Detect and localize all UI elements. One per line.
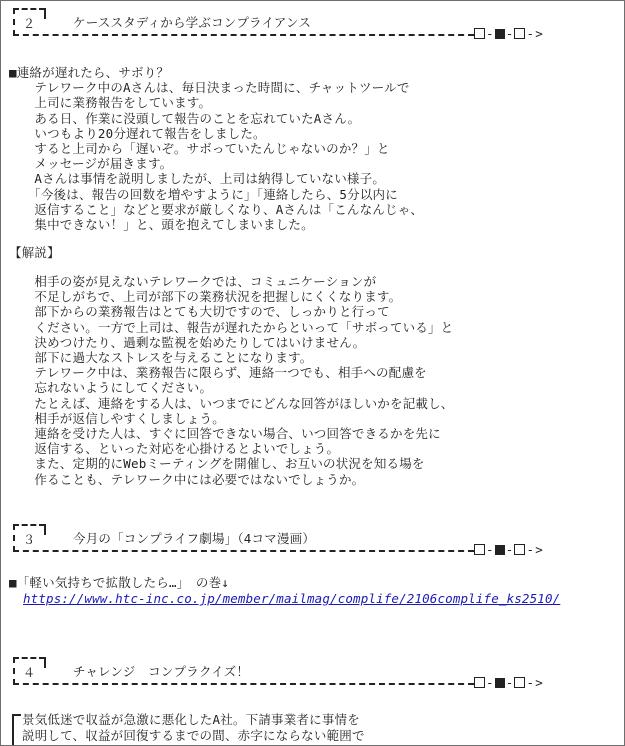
text-line: 部下に過大なストレスを与えることになります。 xyxy=(9,350,313,366)
arrow-right-icon: > xyxy=(535,675,543,690)
section-number: ２ xyxy=(22,16,36,31)
text-line: 上司に業務報告をしています。 xyxy=(9,95,212,111)
section-title: チャレンジ コンプラクイズ！ xyxy=(73,664,250,679)
text-line: たとえば、連絡をする人は、いつまでにどんな回答がほしいかを記載し、 xyxy=(9,395,454,411)
text-line: いつもより20分遅れて報告をしました。 xyxy=(9,125,266,141)
filled-square-icon xyxy=(495,29,505,39)
open-square-icon xyxy=(514,677,525,688)
text-line: 連絡を受けた人は、すぐに回答できない場合、いつ回答できるかを先に xyxy=(9,426,441,442)
commentary-text xyxy=(9,274,454,487)
text-line: また、定期的にWebミーティングを開催し、お互いの状況を知る場を xyxy=(9,456,425,472)
text-line: 「今後は、報告の回数を増やすように」「連絡したら、5分以内に xyxy=(9,186,398,202)
arrow-right-icon: > xyxy=(535,26,543,41)
arrow-right-icon: > xyxy=(535,542,543,557)
text-line: 忘れないようにしてください。 xyxy=(9,380,213,396)
filled-square-icon xyxy=(495,678,505,688)
section-header-3 xyxy=(13,524,573,558)
quiz-line: 景気低迷で収益が急激に悪化したA社。下請事業者に事情を xyxy=(22,712,360,727)
open-square-icon xyxy=(514,28,525,39)
quiz-frame-corner xyxy=(12,714,21,746)
text-line: 返信する、といった対応を心掛けるとよいでしょう。 xyxy=(9,441,340,457)
text-line: 相手が返信しやすくしましょう。 xyxy=(9,410,225,426)
case-study-text xyxy=(9,65,423,232)
text-line: ください。一方で上司は、報告が遅れたからといって「サボっている」と xyxy=(9,319,454,335)
text-line: すると上司から「遅いぞ。サボっていたんじゃないのか？」と xyxy=(9,141,390,157)
text-line: テレワーク中は、業務報告に限らず、連絡一つでも、相手への配慮を xyxy=(9,365,427,381)
text-line: テレワーク中のAさんは、毎日決まった時間に、チャットツールで xyxy=(9,80,410,96)
text-line: Aさんは事情を説明しましたが、上司は納得していない様子。 xyxy=(9,171,386,187)
text-line: 不足しがちで、上司が部下の業務状況を把握しにくくなります。 xyxy=(9,289,402,305)
text-line: ある日、作業に没頭して報告のことを忘れていたAさん。 xyxy=(9,110,361,126)
text-line: 相手の姿が見えないテレワークでは、コミュニケーションが xyxy=(9,274,377,289)
section-number: ４ xyxy=(22,665,36,680)
commentary-heading: 【解説】 xyxy=(9,245,60,260)
quiz-line: 説明して、収益が回復するまでの間、赤字にならない範囲で xyxy=(22,728,365,743)
section-ornament: - - -> xyxy=(474,26,543,41)
text-line: 返信すること」などと要求が厳しくなり、Aさんは「こんなんじゃ、 xyxy=(9,201,424,217)
section-header-4 xyxy=(13,657,573,691)
section-ornament: - - -> xyxy=(474,542,543,557)
text-line: 決めつけたり、過剰な監視を始めたりしてはいけません。 xyxy=(9,334,366,350)
open-square-icon xyxy=(514,544,525,555)
section-title: ケーススタディから学ぶコンプライアンス xyxy=(73,15,312,30)
manga-link[interactable]: https://www.htc-inc.co.jp/member/mailmag/complife/2106complife_ks2510/ xyxy=(23,591,561,606)
section-number: ３ xyxy=(22,532,36,547)
text-line: 部下からの業務報告はとても大切ですので、しっかりと行って xyxy=(9,304,390,320)
section-header-2 xyxy=(13,8,573,42)
filled-square-icon xyxy=(495,545,505,555)
text-line: ■連絡が遅れたら、サボり？ xyxy=(9,65,170,80)
open-square-icon xyxy=(474,677,485,688)
text-line: 集中できない！」と、頭を抱えてしまいました。 xyxy=(9,217,314,233)
manga-episode-line: ■「軽い気持ちで拡散したら…」 の巻↓ xyxy=(9,575,230,590)
open-square-icon xyxy=(474,544,485,555)
open-square-icon xyxy=(474,28,485,39)
text-line: 作ることも、テレワーク中には必要ではないでしょうか。 xyxy=(9,471,365,487)
text-line: メッセージが届きます。 xyxy=(9,156,173,172)
section-ornament: - - -> xyxy=(474,675,543,690)
section-title: 今月の「コンプライフ劇場」（4コマ漫画） xyxy=(73,531,316,546)
